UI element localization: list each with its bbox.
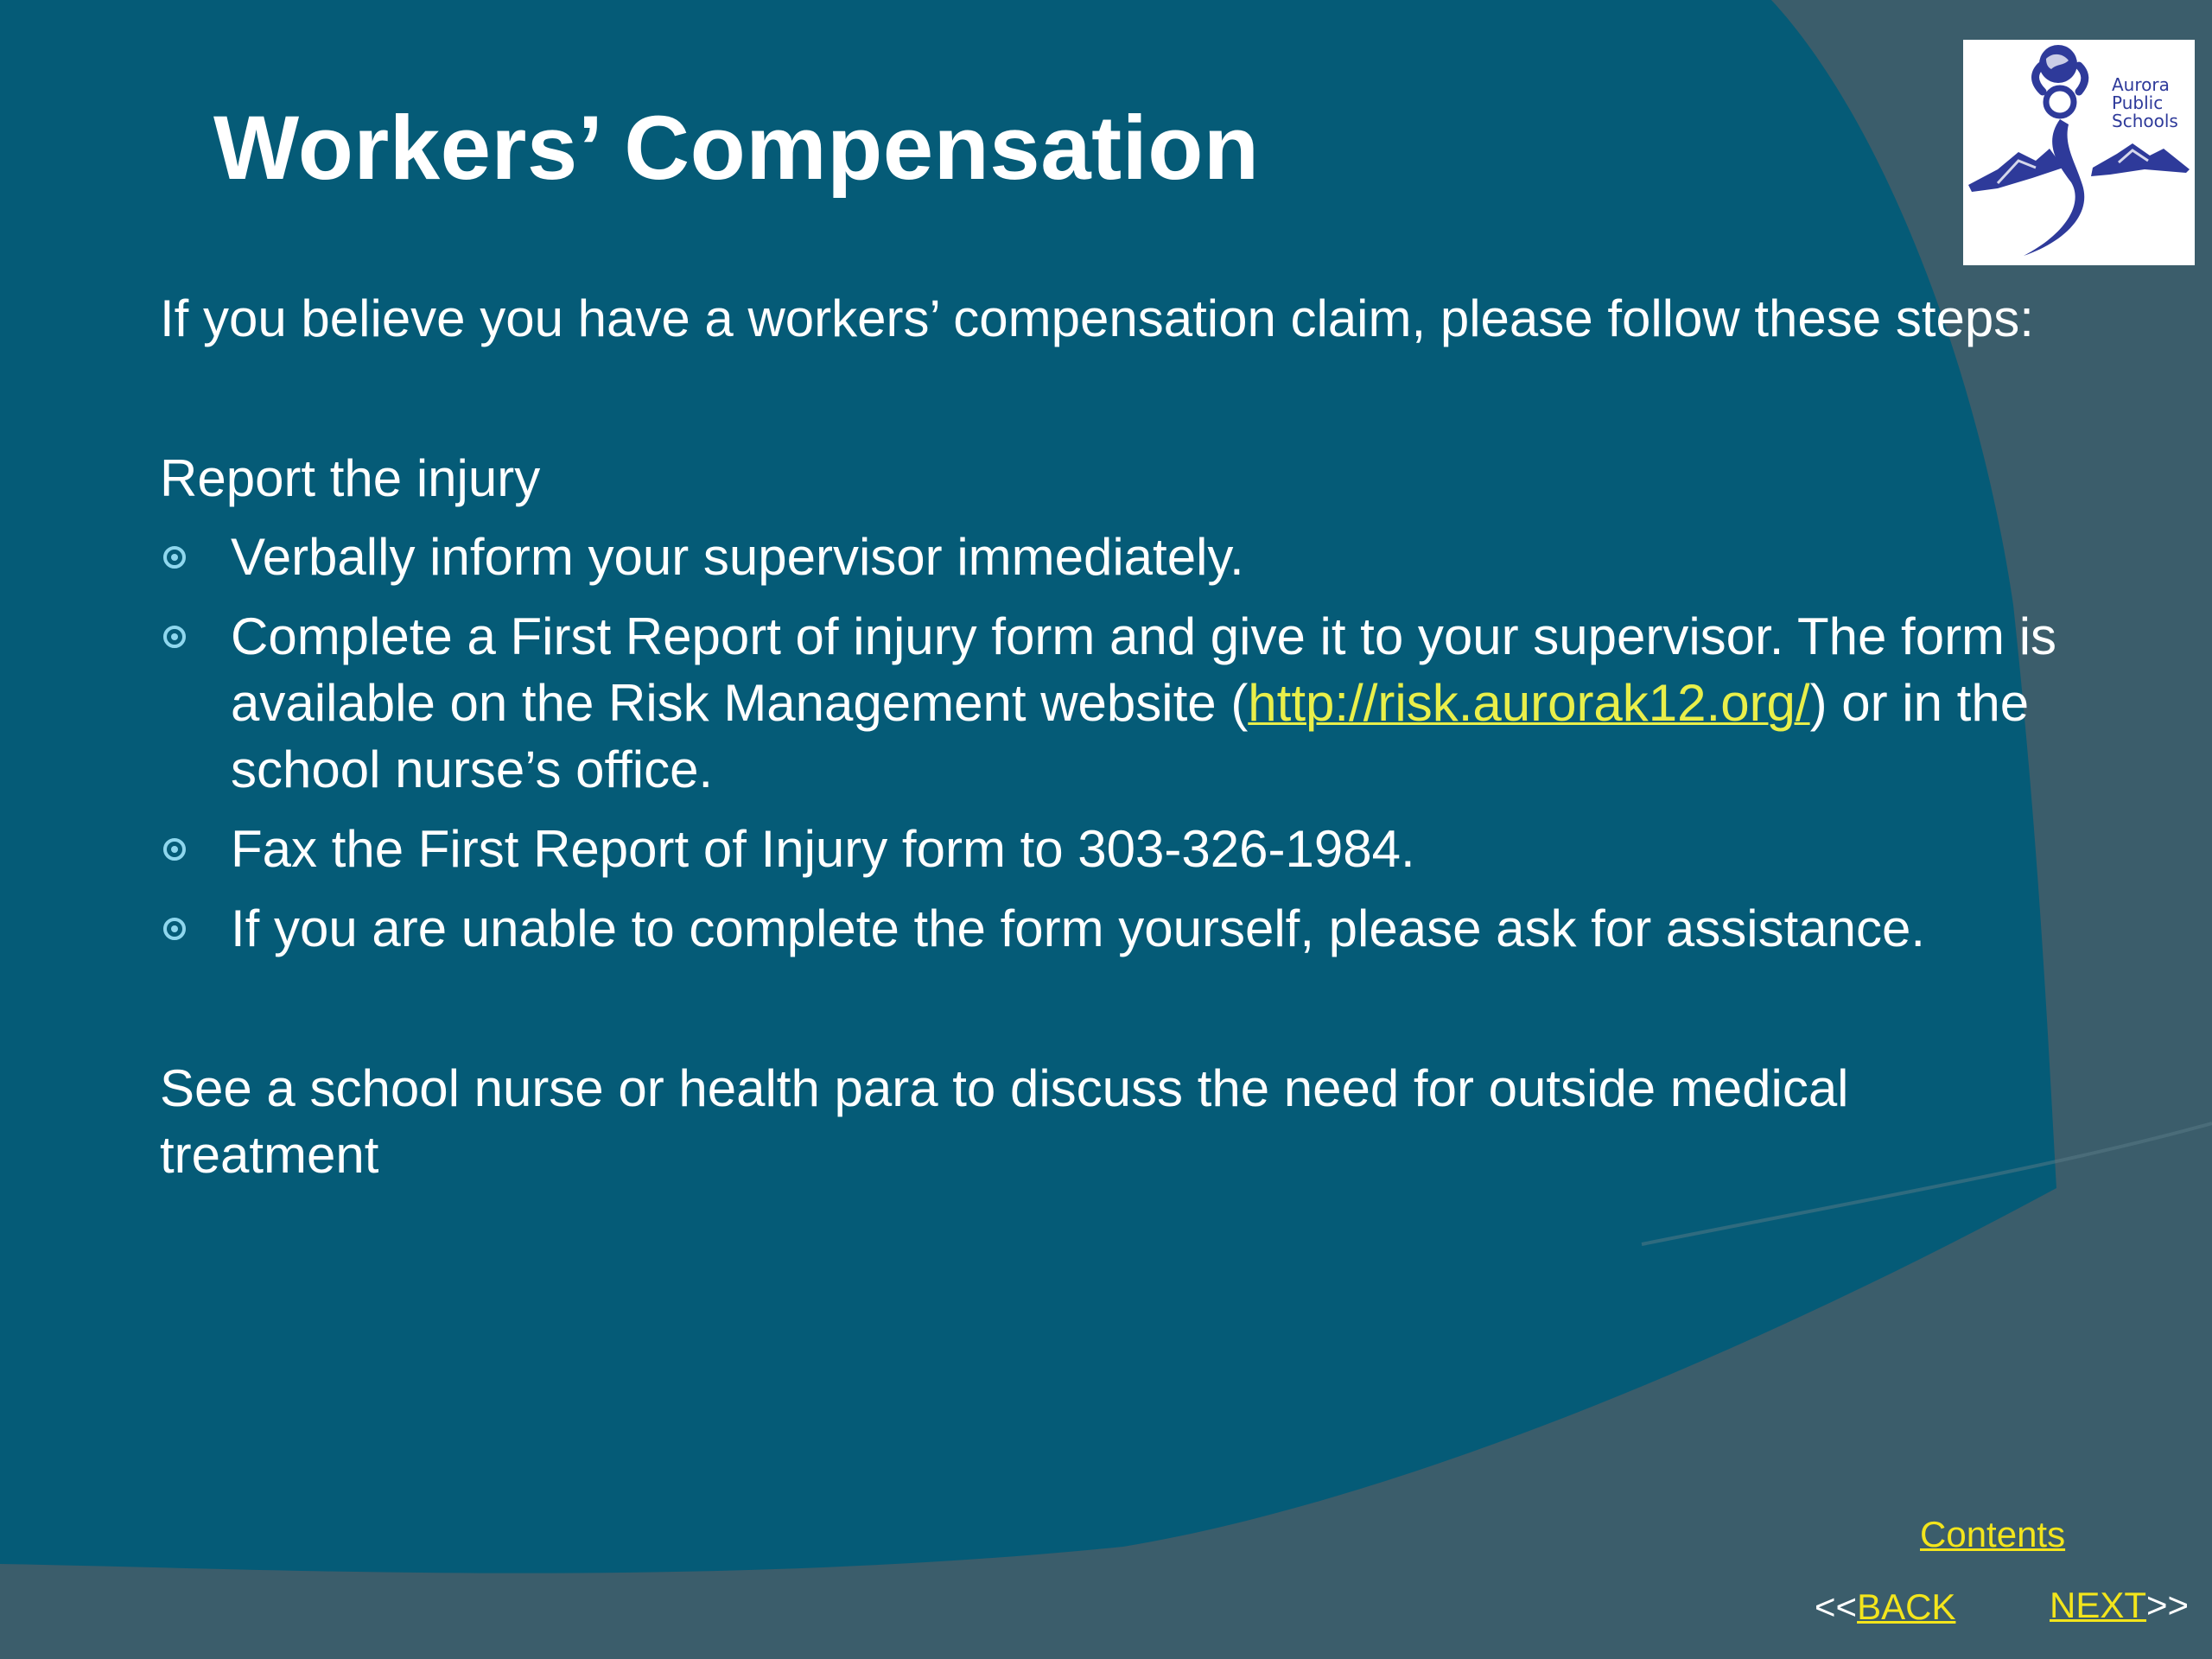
slide-title: Workers’ Compensation: [213, 98, 1260, 199]
risk-management-link[interactable]: http://risk.aurorak12.org/: [1248, 674, 1810, 732]
bullet-icon: [163, 626, 186, 648]
closing-paragraph: See a school nurse or health para to discuss the need for outside medical treatment: [160, 1059, 1849, 1184]
bullet-icon: [163, 918, 186, 940]
logo-line: Public: [2112, 92, 2164, 113]
back-link[interactable]: BACK: [1857, 1586, 1956, 1627]
step-text: Verbally inform your supervisor immediately.: [231, 528, 1244, 586]
back-arrows: <<: [1815, 1586, 1858, 1627]
logo-wordmark: [2112, 76, 2191, 130]
step-text: ) or in the school nurse’s office.: [231, 674, 2030, 798]
contents-link[interactable]: Contents: [1920, 1514, 2066, 1554]
next-arrows: >>: [2146, 1585, 2190, 1625]
steps-list: [160, 524, 2078, 962]
step-text: Complete a First Report of injury form and give it to your supervisor. The form is available on the Risk Management website (: [231, 607, 2057, 732]
section-heading: Report the injury: [160, 449, 541, 507]
step-text: Fax the First Report of Injury form to 303-326-1984.: [231, 820, 1415, 878]
bullet-icon: [163, 838, 186, 861]
list-item: [160, 603, 2078, 803]
bullet-icon: [163, 546, 186, 569]
back-nav: [1815, 1586, 1955, 1628]
step-text: If you are unable to complete the form yourself, please ask for assistance.: [231, 899, 1926, 957]
aurora-public-schools-logo: [1963, 40, 2195, 265]
contents-nav: [1920, 1514, 2065, 1555]
list-item: [160, 816, 2078, 882]
list-item: [160, 895, 2078, 962]
slide-body: [160, 285, 2078, 1188]
intro-paragraph: If you believe you have a workers’ compensation claim, please follow these steps:: [160, 289, 2034, 347]
next-nav: [2050, 1585, 2189, 1626]
next-link[interactable]: NEXT: [2050, 1585, 2147, 1625]
logo-line: Schools: [2112, 111, 2178, 131]
logo-line: Aurora: [2112, 74, 2170, 95]
list-item: [160, 524, 2078, 590]
